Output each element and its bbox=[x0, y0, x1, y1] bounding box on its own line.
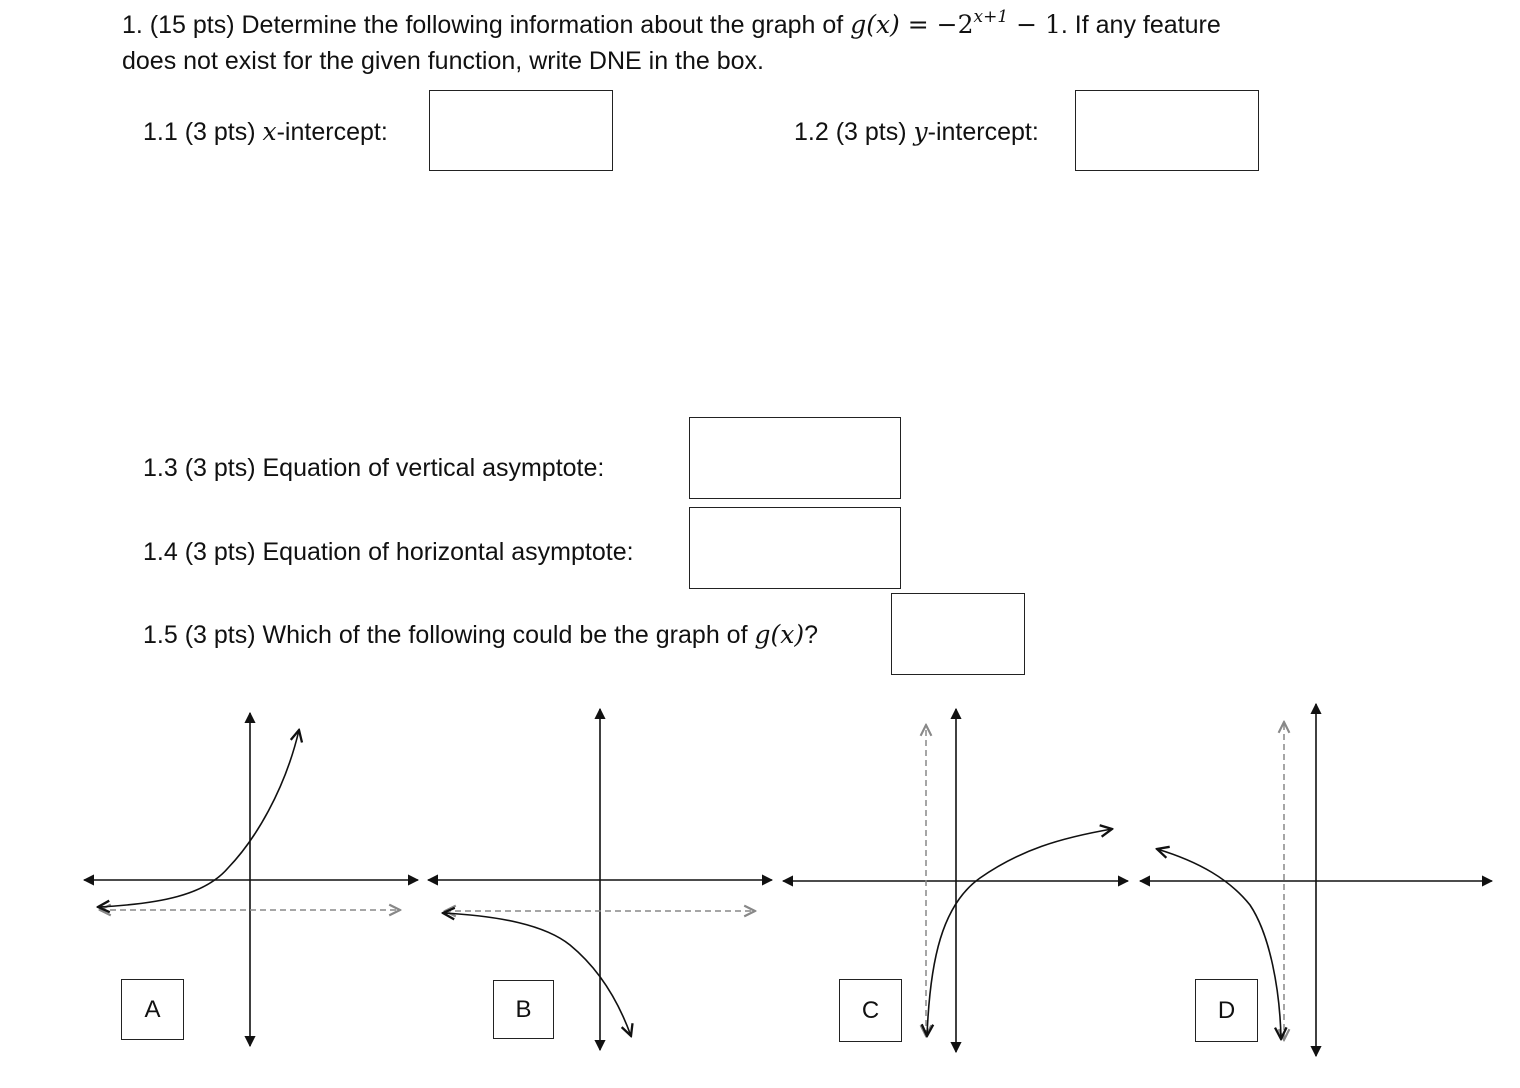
graph-option-a-label[interactable]: A bbox=[121, 979, 184, 1040]
question-intro: 1. (15 pts) Determine the following information about the graph of bbox=[122, 11, 851, 39]
part-1-2-prefix: 1.2 (3 pts) bbox=[794, 118, 914, 146]
part-1-5-prefix: 1.5 (3 pts) Which of the following could be the graph of bbox=[143, 621, 755, 649]
function-rhs: = −2 bbox=[899, 10, 974, 39]
graph-option-b-label[interactable]: B bbox=[493, 980, 554, 1039]
graph-b bbox=[428, 709, 772, 1050]
part-1-2-var: y bbox=[913, 117, 928, 146]
question-line-2: does not exist for the given function, write DNE in the box. bbox=[122, 47, 765, 75]
part-1-1-var: x bbox=[262, 117, 277, 146]
function-exponent: x+1 bbox=[973, 6, 1009, 27]
part-1-4-label: 1.4 (3 pts) Equation of horizontal asymptote: bbox=[143, 538, 634, 566]
graph-c-curve bbox=[927, 829, 1112, 1036]
part-1-1-suffix: -intercept: bbox=[276, 118, 388, 146]
part-1-5-suffix: ? bbox=[804, 621, 818, 649]
graph-option-c-label[interactable]: C bbox=[839, 979, 902, 1042]
part-1-5-func: g(x) bbox=[754, 620, 805, 649]
function-constant: − 1 bbox=[1008, 10, 1061, 39]
graph-option-d-label[interactable]: D bbox=[1195, 979, 1258, 1042]
graph-d bbox=[1140, 704, 1492, 1056]
graph-c bbox=[783, 709, 1128, 1052]
part-1-1-prefix: 1.1 (3 pts) bbox=[143, 118, 263, 146]
function-name: g(x) bbox=[850, 10, 900, 39]
part-1-3-label: 1.3 (3 pts) Equation of vertical asymptote: bbox=[143, 454, 605, 482]
question-intro-suffix: . If any feature bbox=[1060, 11, 1221, 39]
part-1-2-suffix: -intercept: bbox=[927, 118, 1039, 146]
